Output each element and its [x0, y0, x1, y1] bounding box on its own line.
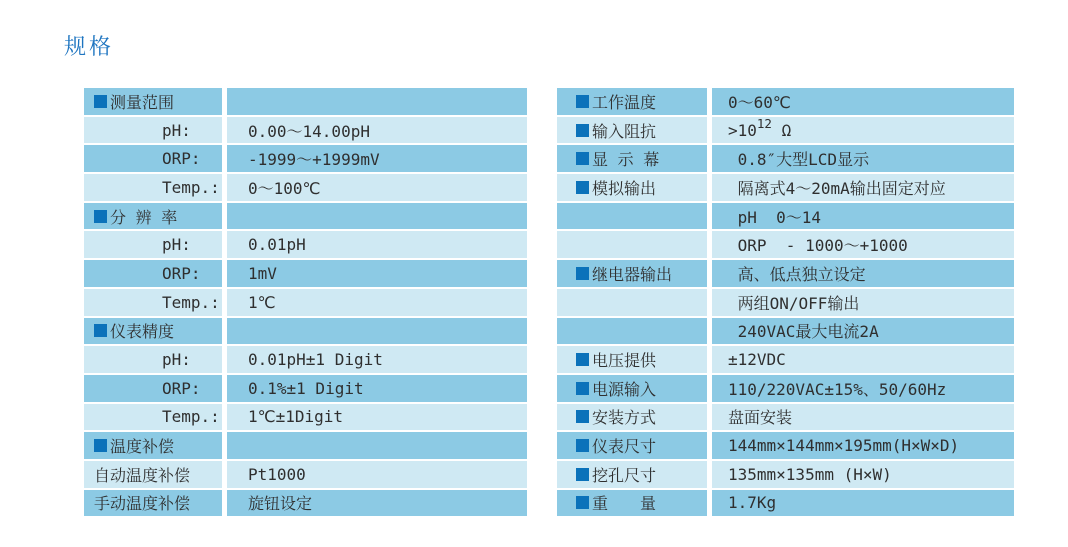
spec-row — [557, 117, 1014, 144]
section-bullet-icon — [94, 324, 107, 337]
spec-row — [84, 260, 527, 287]
spec-label: 测量范围 — [110, 92, 175, 112]
spec-label: pH: — [162, 235, 191, 255]
spec-value: 135mm×135mm (H×W) — [728, 464, 892, 484]
spec-value-cell — [227, 375, 527, 402]
spec-label-cell — [84, 346, 222, 373]
spec-value-cell — [712, 231, 1014, 258]
spec-row — [84, 404, 527, 431]
spec-label: 仪表精度 — [110, 322, 175, 342]
section-bullet-icon — [576, 181, 589, 194]
spec-row — [557, 145, 1014, 172]
spec-value-cell — [712, 490, 1014, 517]
spec-value: 240VAC最大电流2A — [728, 322, 879, 342]
section-bullet-icon — [576, 496, 589, 509]
spec-value-cell — [712, 174, 1014, 201]
section-bullet-icon — [576, 267, 589, 280]
spec-label: 模拟输出 — [592, 178, 657, 198]
spec-label-cell — [557, 404, 707, 431]
spec-value: 0.01pH — [248, 235, 306, 255]
spec-value-cell — [712, 432, 1014, 459]
section-bullet-icon — [576, 124, 589, 137]
spec-row — [84, 346, 527, 373]
spec-label: pH: — [162, 350, 191, 370]
spec-value-cell — [712, 145, 1014, 172]
spec-row — [84, 231, 527, 258]
spec-label-cell — [557, 203, 707, 230]
spec-label-cell — [557, 260, 707, 287]
spec-label-cell — [84, 145, 222, 172]
spec-value-cell — [227, 231, 527, 258]
spec-label-cell — [557, 432, 707, 459]
spec-row — [84, 203, 527, 230]
spec-label-cell — [557, 490, 707, 517]
spec-row — [84, 432, 527, 459]
spec-row — [84, 174, 527, 201]
spec-row — [84, 88, 527, 115]
spec-label: 电压提供 — [592, 351, 657, 371]
spec-value-cell — [712, 203, 1014, 230]
section-bullet-icon — [94, 210, 107, 223]
spec-value-cell — [227, 203, 527, 230]
section-bullet-icon — [576, 468, 589, 481]
spec-label-cell — [557, 145, 707, 172]
spec-row — [557, 260, 1014, 287]
spec-value: 0.01pH±1 Digit — [248, 350, 383, 370]
spec-label: 仪表尺寸 — [592, 437, 657, 457]
spec-value-cell — [227, 346, 527, 373]
spec-label-cell — [557, 174, 707, 201]
spec-label: ORP: — [162, 149, 201, 169]
spec-value-cell — [712, 375, 1014, 402]
spec-row — [557, 289, 1014, 316]
section-bullet-icon — [576, 439, 589, 452]
section-bullet-icon — [576, 353, 589, 366]
spec-label-cell — [84, 404, 222, 431]
spec-value-cell — [227, 490, 527, 517]
spec-value: pH 0～14 — [728, 207, 822, 227]
spec-value: 1℃±1Digit — [248, 407, 344, 427]
spec-value: 144mm×144mm×195mm(H×W×D) — [728, 436, 960, 456]
spec-value-cell — [712, 318, 1014, 345]
right-spec-table — [557, 88, 1014, 516]
spec-label-cell — [557, 289, 707, 316]
spec-label-cell — [84, 289, 222, 316]
spec-row — [84, 145, 527, 172]
spec-label-cell — [557, 117, 707, 144]
spec-label-cell — [84, 490, 222, 517]
spec-value: -1999～+1999mV — [248, 150, 380, 170]
spec-value: ORP - 1000～+1000 — [728, 236, 908, 256]
spec-label-cell — [557, 318, 707, 345]
section-bullet-icon — [576, 410, 589, 423]
spec-row — [84, 117, 527, 144]
spec-label: 安装方式 — [592, 408, 657, 428]
spec-label-cell — [557, 346, 707, 373]
spec-label: ORP: — [162, 378, 201, 398]
spec-label: 电源输入 — [592, 379, 657, 399]
spec-value-cell — [712, 404, 1014, 431]
spec-value-cell — [712, 260, 1014, 287]
spec-value: Pt1000 — [248, 464, 306, 484]
spec-value: 0～60℃ — [728, 92, 791, 112]
spec-row — [557, 375, 1014, 402]
spec-value: 0.00～14.00pH — [248, 121, 370, 141]
spec-row — [557, 318, 1014, 345]
spec-value-cell — [227, 174, 527, 201]
spec-label-cell — [557, 88, 707, 115]
spec-label: pH: — [162, 120, 191, 140]
spec-label-cell — [84, 174, 222, 201]
spec-row — [84, 461, 527, 488]
spec-value-cell — [227, 318, 527, 345]
spec-label: 分 辨 率 — [110, 207, 178, 227]
page-title: 规格 — [64, 35, 115, 60]
spec-label-cell — [84, 432, 222, 459]
spec-value: 盘面安装 — [728, 408, 793, 428]
spec-row — [557, 404, 1014, 431]
spec-value: 1℃ — [248, 292, 276, 312]
spec-label: 手动温度补偿 — [94, 494, 191, 514]
spec-label: Temp.: — [162, 177, 220, 197]
spec-value: 高、低点独立设定 — [728, 264, 866, 284]
spec-value: 0～100℃ — [248, 178, 321, 198]
spec-row — [557, 432, 1014, 459]
spec-label-cell — [84, 318, 222, 345]
spec-label-cell — [84, 260, 222, 287]
spec-value: ±12VDC — [728, 350, 786, 370]
spec-row — [557, 203, 1014, 230]
spec-row — [557, 346, 1014, 373]
spec-row — [84, 318, 527, 345]
spec-row — [557, 490, 1014, 517]
section-bullet-icon — [94, 439, 107, 452]
spec-label-cell — [84, 117, 222, 144]
spec-label: 温度补偿 — [110, 437, 175, 457]
spec-value: 110/220VAC±15%、50/60Hz — [728, 379, 947, 399]
spec-value-cell — [712, 461, 1014, 488]
spec-label-cell — [84, 203, 222, 230]
spec-value: 隔离式4～20mA输出固定对应 — [728, 178, 946, 198]
spec-value-suffix: Ω — [771, 120, 792, 140]
spec-row — [557, 461, 1014, 488]
spec-value-cell — [712, 289, 1014, 316]
spec-row — [557, 174, 1014, 201]
spec-value-cell — [227, 461, 527, 488]
section-bullet-icon — [576, 152, 589, 165]
spec-label-cell — [84, 461, 222, 488]
spec-row — [84, 289, 527, 316]
spec-label-cell — [84, 231, 222, 258]
spec-label-cell — [84, 375, 222, 402]
spec-value: 0.8″大型LCD显示 — [728, 150, 870, 170]
section-bullet-icon — [576, 382, 589, 395]
spec-value-cell — [712, 117, 1014, 144]
spec-value-cell — [227, 145, 527, 172]
spec-label: ORP: — [162, 263, 201, 283]
spec-label: 工作温度 — [592, 92, 657, 112]
spec-value: 0.1%±1 Digit — [248, 378, 364, 398]
spec-value-base: >10 — [728, 120, 757, 140]
spec-label: 继电器输出 — [592, 264, 673, 284]
spec-label-cell — [557, 231, 707, 258]
spec-label-cell — [557, 461, 707, 488]
spec-value-cell — [712, 88, 1014, 115]
spec-label: 显 示 幕 — [592, 150, 660, 170]
spec-label: 输入阻抗 — [592, 121, 657, 141]
spec-value: 旋钮设定 — [248, 494, 313, 514]
spec-value: 两组ON/OFF输出 — [728, 293, 860, 313]
spec-value-sup: 12 — [756, 115, 772, 131]
spec-row — [84, 375, 527, 402]
spec-value-cell — [227, 260, 527, 287]
spec-label-cell — [84, 88, 222, 115]
spec-label: Temp.: — [162, 407, 220, 427]
left-spec-table — [84, 88, 527, 516]
spec-value: 1mV — [248, 263, 277, 283]
spec-value-cell — [712, 346, 1014, 373]
section-bullet-icon — [94, 95, 107, 108]
spec-row — [557, 88, 1014, 115]
spec-label-cell — [557, 375, 707, 402]
spec-value-cell — [227, 432, 527, 459]
spec-value-cell — [227, 117, 527, 144]
spec-value-cell — [227, 289, 527, 316]
spec-value: 1.7Kg — [728, 493, 777, 513]
spec-row — [557, 231, 1014, 258]
spec-label: 重 量 — [592, 494, 657, 514]
spec-value-cell — [227, 88, 527, 115]
spec-row — [84, 490, 527, 517]
spec-label: Temp.: — [162, 292, 220, 312]
spec-label: 自动温度补偿 — [94, 465, 191, 485]
spec-label: 挖孔尺寸 — [592, 465, 657, 485]
spec-value-cell — [227, 404, 527, 431]
section-bullet-icon — [576, 95, 589, 108]
